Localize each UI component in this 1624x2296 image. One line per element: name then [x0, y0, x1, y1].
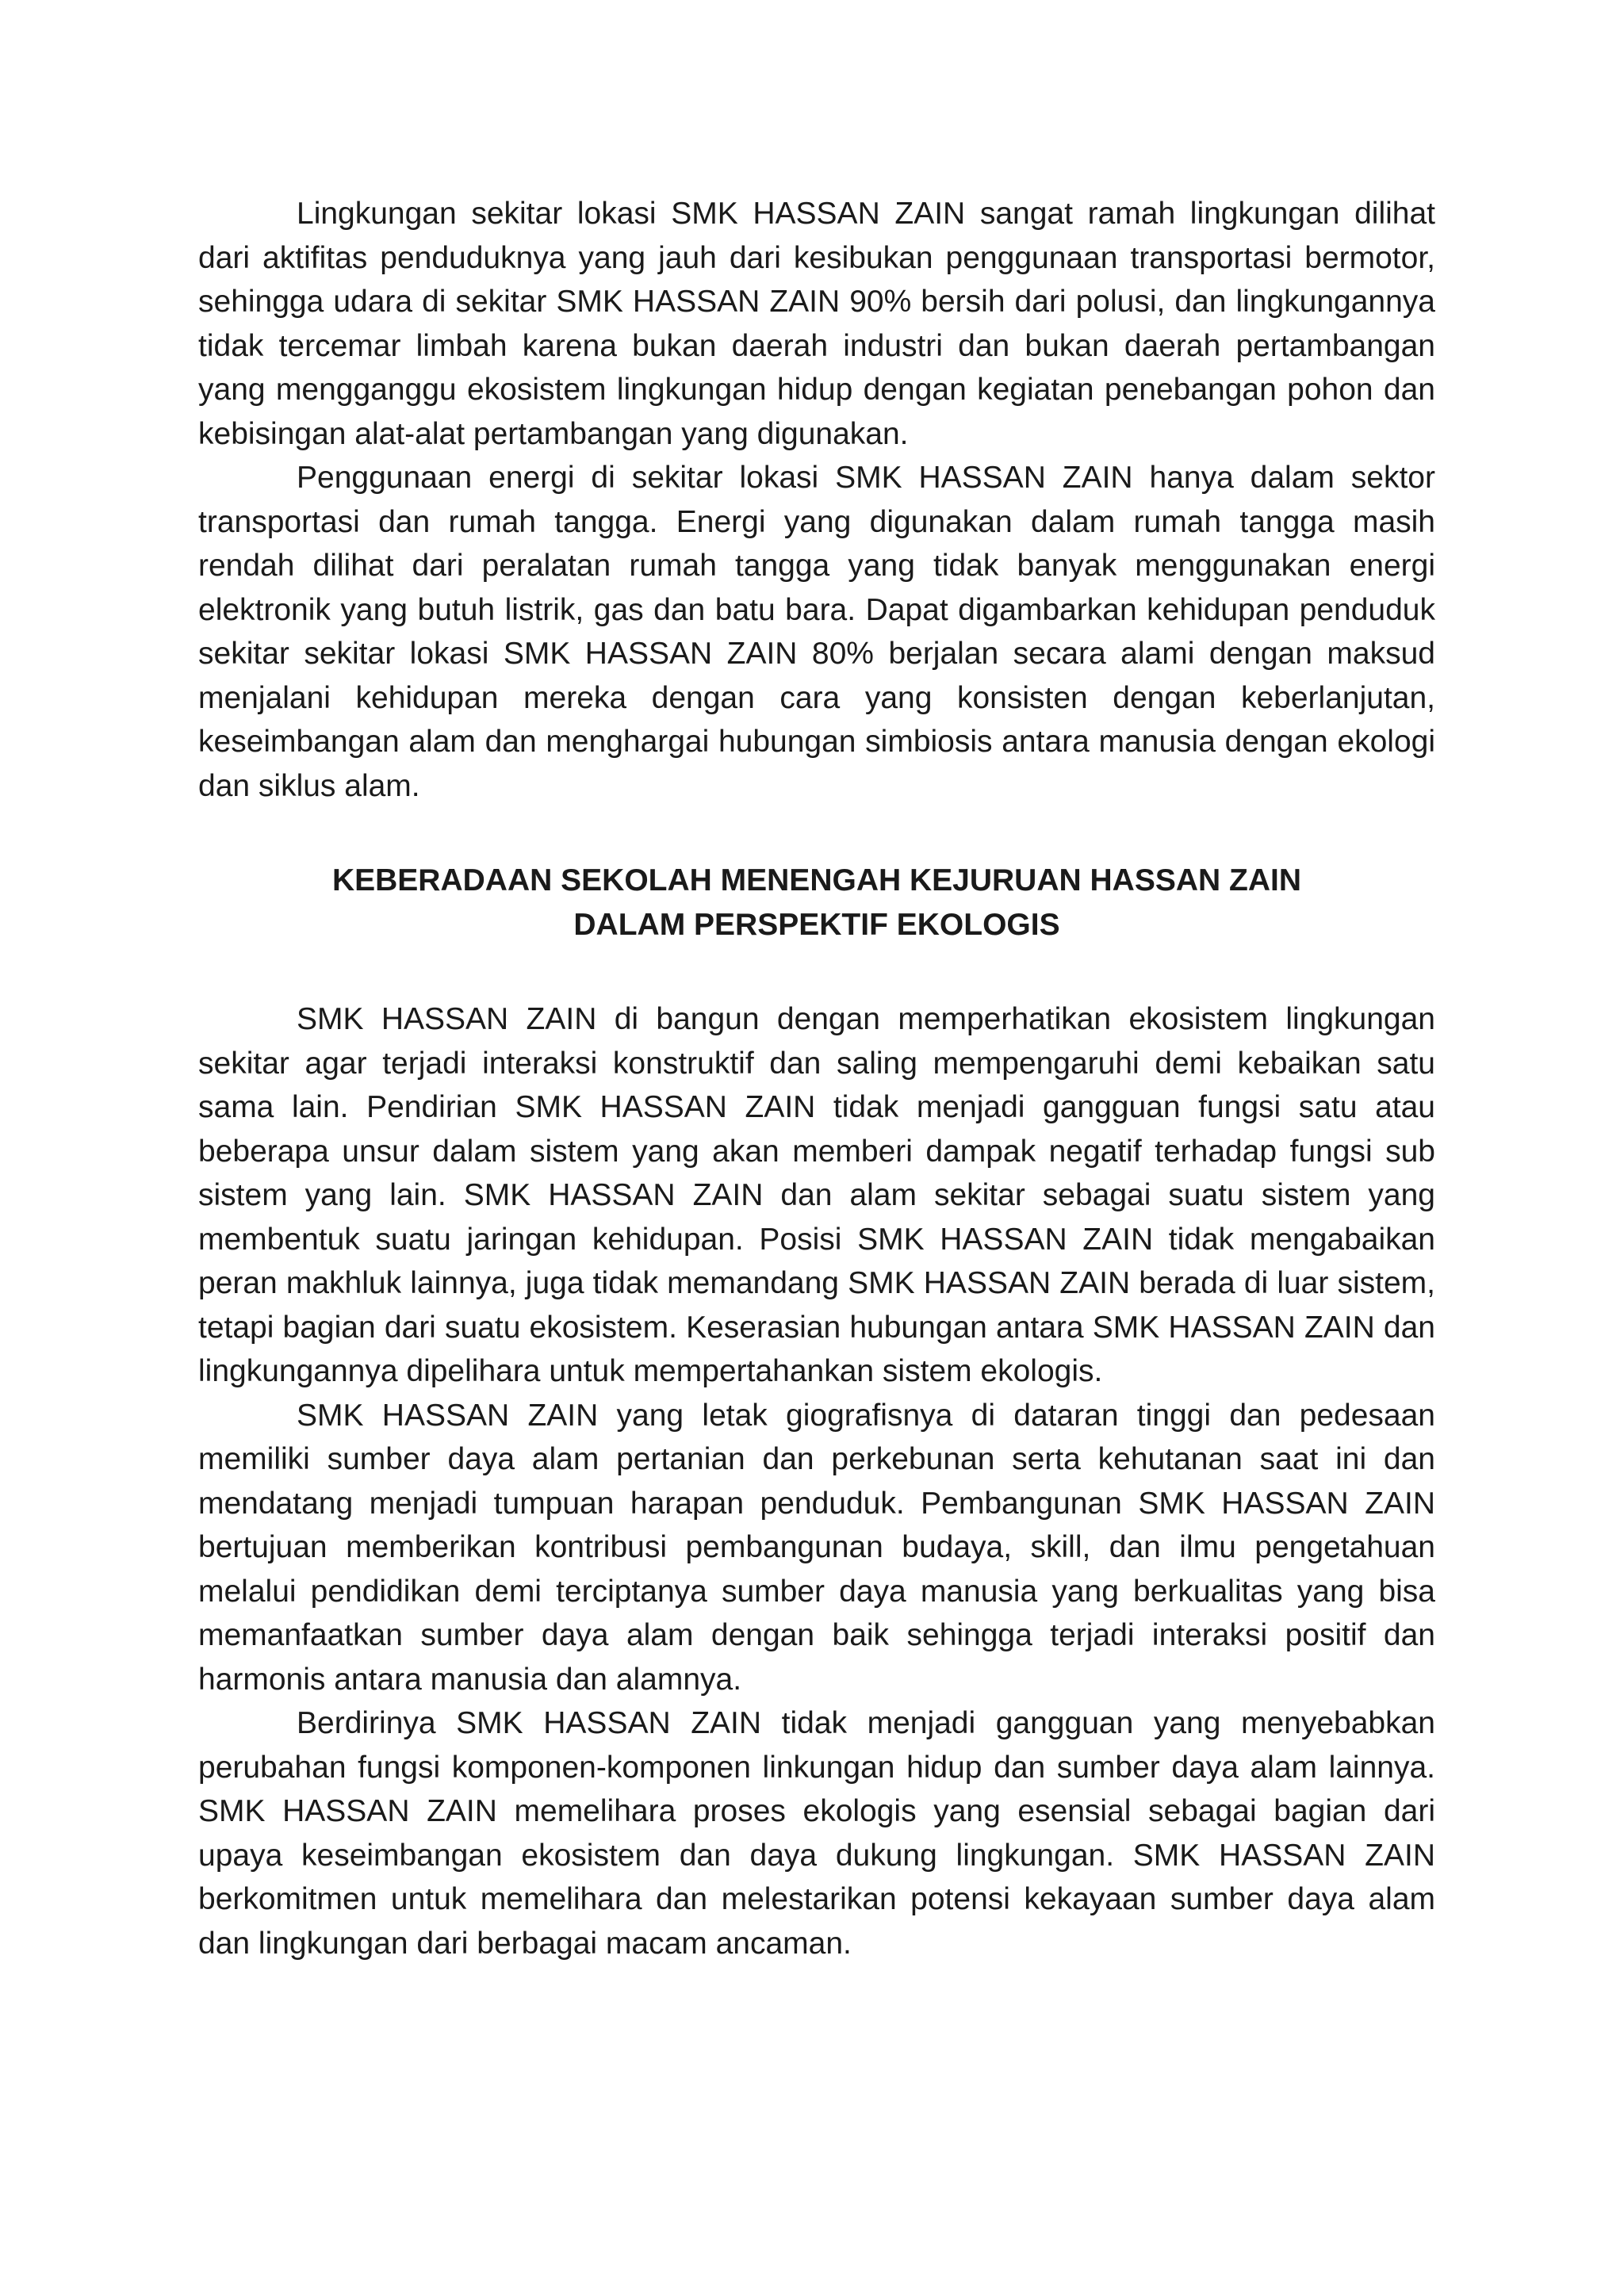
- section-paragraph-1: SMK HASSAN ZAIN di bangun dengan memperhatikan ekosistem lingkungan sekitar agar terjadi interaksi konstruktif dan saling mempengaruhi demi kebaikan satu sama lain. Pendirian SMK HASSAN ZAIN tidak menjadi gangguan fungsi satu atau beberapa unsur dalam sistem yang akan memberi dampak negatif terhadap fungsi sub sistem yang lain. SMK HASSAN ZAIN dan alam sekitar sebagai suatu sistem yang membentuk suatu jaringan kehidupan. Posisi SMK HASSAN ZAIN tidak mengabaikan peran makhluk lainnya, juga tidak memandang SMK HASSAN ZAIN berada di luar sistem, tetapi bagian dari suatu ekosistem. Keserasian hubungan antara SMK HASSAN ZAIN dan lingkungannya dipelihara untuk mempertahankan sistem ekologis.: [198, 1002, 1435, 1388]
- section-paragraph-2: SMK HASSAN ZAIN yang letak giografisnya di dataran tinggi dan pedesaan memiliki sumber daya alam pertanian dan perkebunan serta kehutanan saat ini dan mendatang menjadi tumpuan harapan penduduk. Pembangunan SMK HASSAN ZAIN bertujuan memberikan kontribusi pembangunan budaya, skill, dan ilmu pengetahuan melalui pendidikan demi terciptanya sumber daya manusia yang berkualitas yang bisa memanfaatkan sumber daya alam dengan baik sehingga terjadi interaksi positif dan harmonis antara manusia dan alamnya.: [198, 1398, 1435, 1697]
- section-heading-line-2: DALAM PERSPEKTIF EKOLOGIS: [573, 907, 1060, 942]
- intro-paragraph-1: Lingkungan sekitar lokasi SMK HASSAN ZAIN sangat ramah lingkungan dilihat dari aktifitas penduduknya yang jauh dari kesibukan penggunaan transportasi bermotor, sehingga udara di sekitar SMK HASSAN ZAIN 90% bersih dari polusi, dan lingkungannya tidak tercemar limbah karena bukan daerah industri dan bukan daerah pertambangan yang mengganggu ekosistem lingkungan hidup dengan kegiatan penebangan pohon dan kebisingan alat-alat pertambangan yang digunakan.: [198, 197, 1435, 451]
- section-heading: [198, 859, 1435, 947]
- section-paragraph-3: Berdirinya SMK HASSAN ZAIN tidak menjadi gangguan yang menyebabkan perubahan fungsi komponen-komponen linkungan hidup dan sumber daya alam lainnya. SMK HASSAN ZAIN memelihara proses ekologis yang esensial sebagai bagian dari upaya keseimbangan ekosistem dan daya dukung lingkungan. SMK HASSAN ZAIN berkomitmen untuk memelihara dan melestarikan potensi kekayaan sumber daya alam dan lingkungan dari berbagai macam ancaman.: [198, 1706, 1435, 1961]
- intro-paragraph-2: Penggunaan energi di sekitar lokasi SMK HASSAN ZAIN hanya dalam sektor transportasi dan rumah tangga. Energi yang digunakan dalam rumah tangga masih rendah dilihat dari peralatan rumah tangga yang tidak banyak menggunakan energi elektronik yang butuh listrik, gas dan batu bara. Dapat digambarkan kehidupan penduduk sekitar sekitar lokasi SMK HASSAN ZAIN 80% berjalan secara alami dengan maksud menjalani kehidupan mereka dengan cara yang konsisten dengan keberlanjutan, keseimbangan alam dan menghargai hubungan simbiosis antara manusia dengan ekologi dan siklus alam.: [198, 461, 1435, 803]
- section-heading-line-1: KEBERADAAN SEKOLAH MENENGAH KEJURUAN HASSAN ZAIN: [331, 863, 1302, 897]
- document-body: [198, 192, 1435, 1965]
